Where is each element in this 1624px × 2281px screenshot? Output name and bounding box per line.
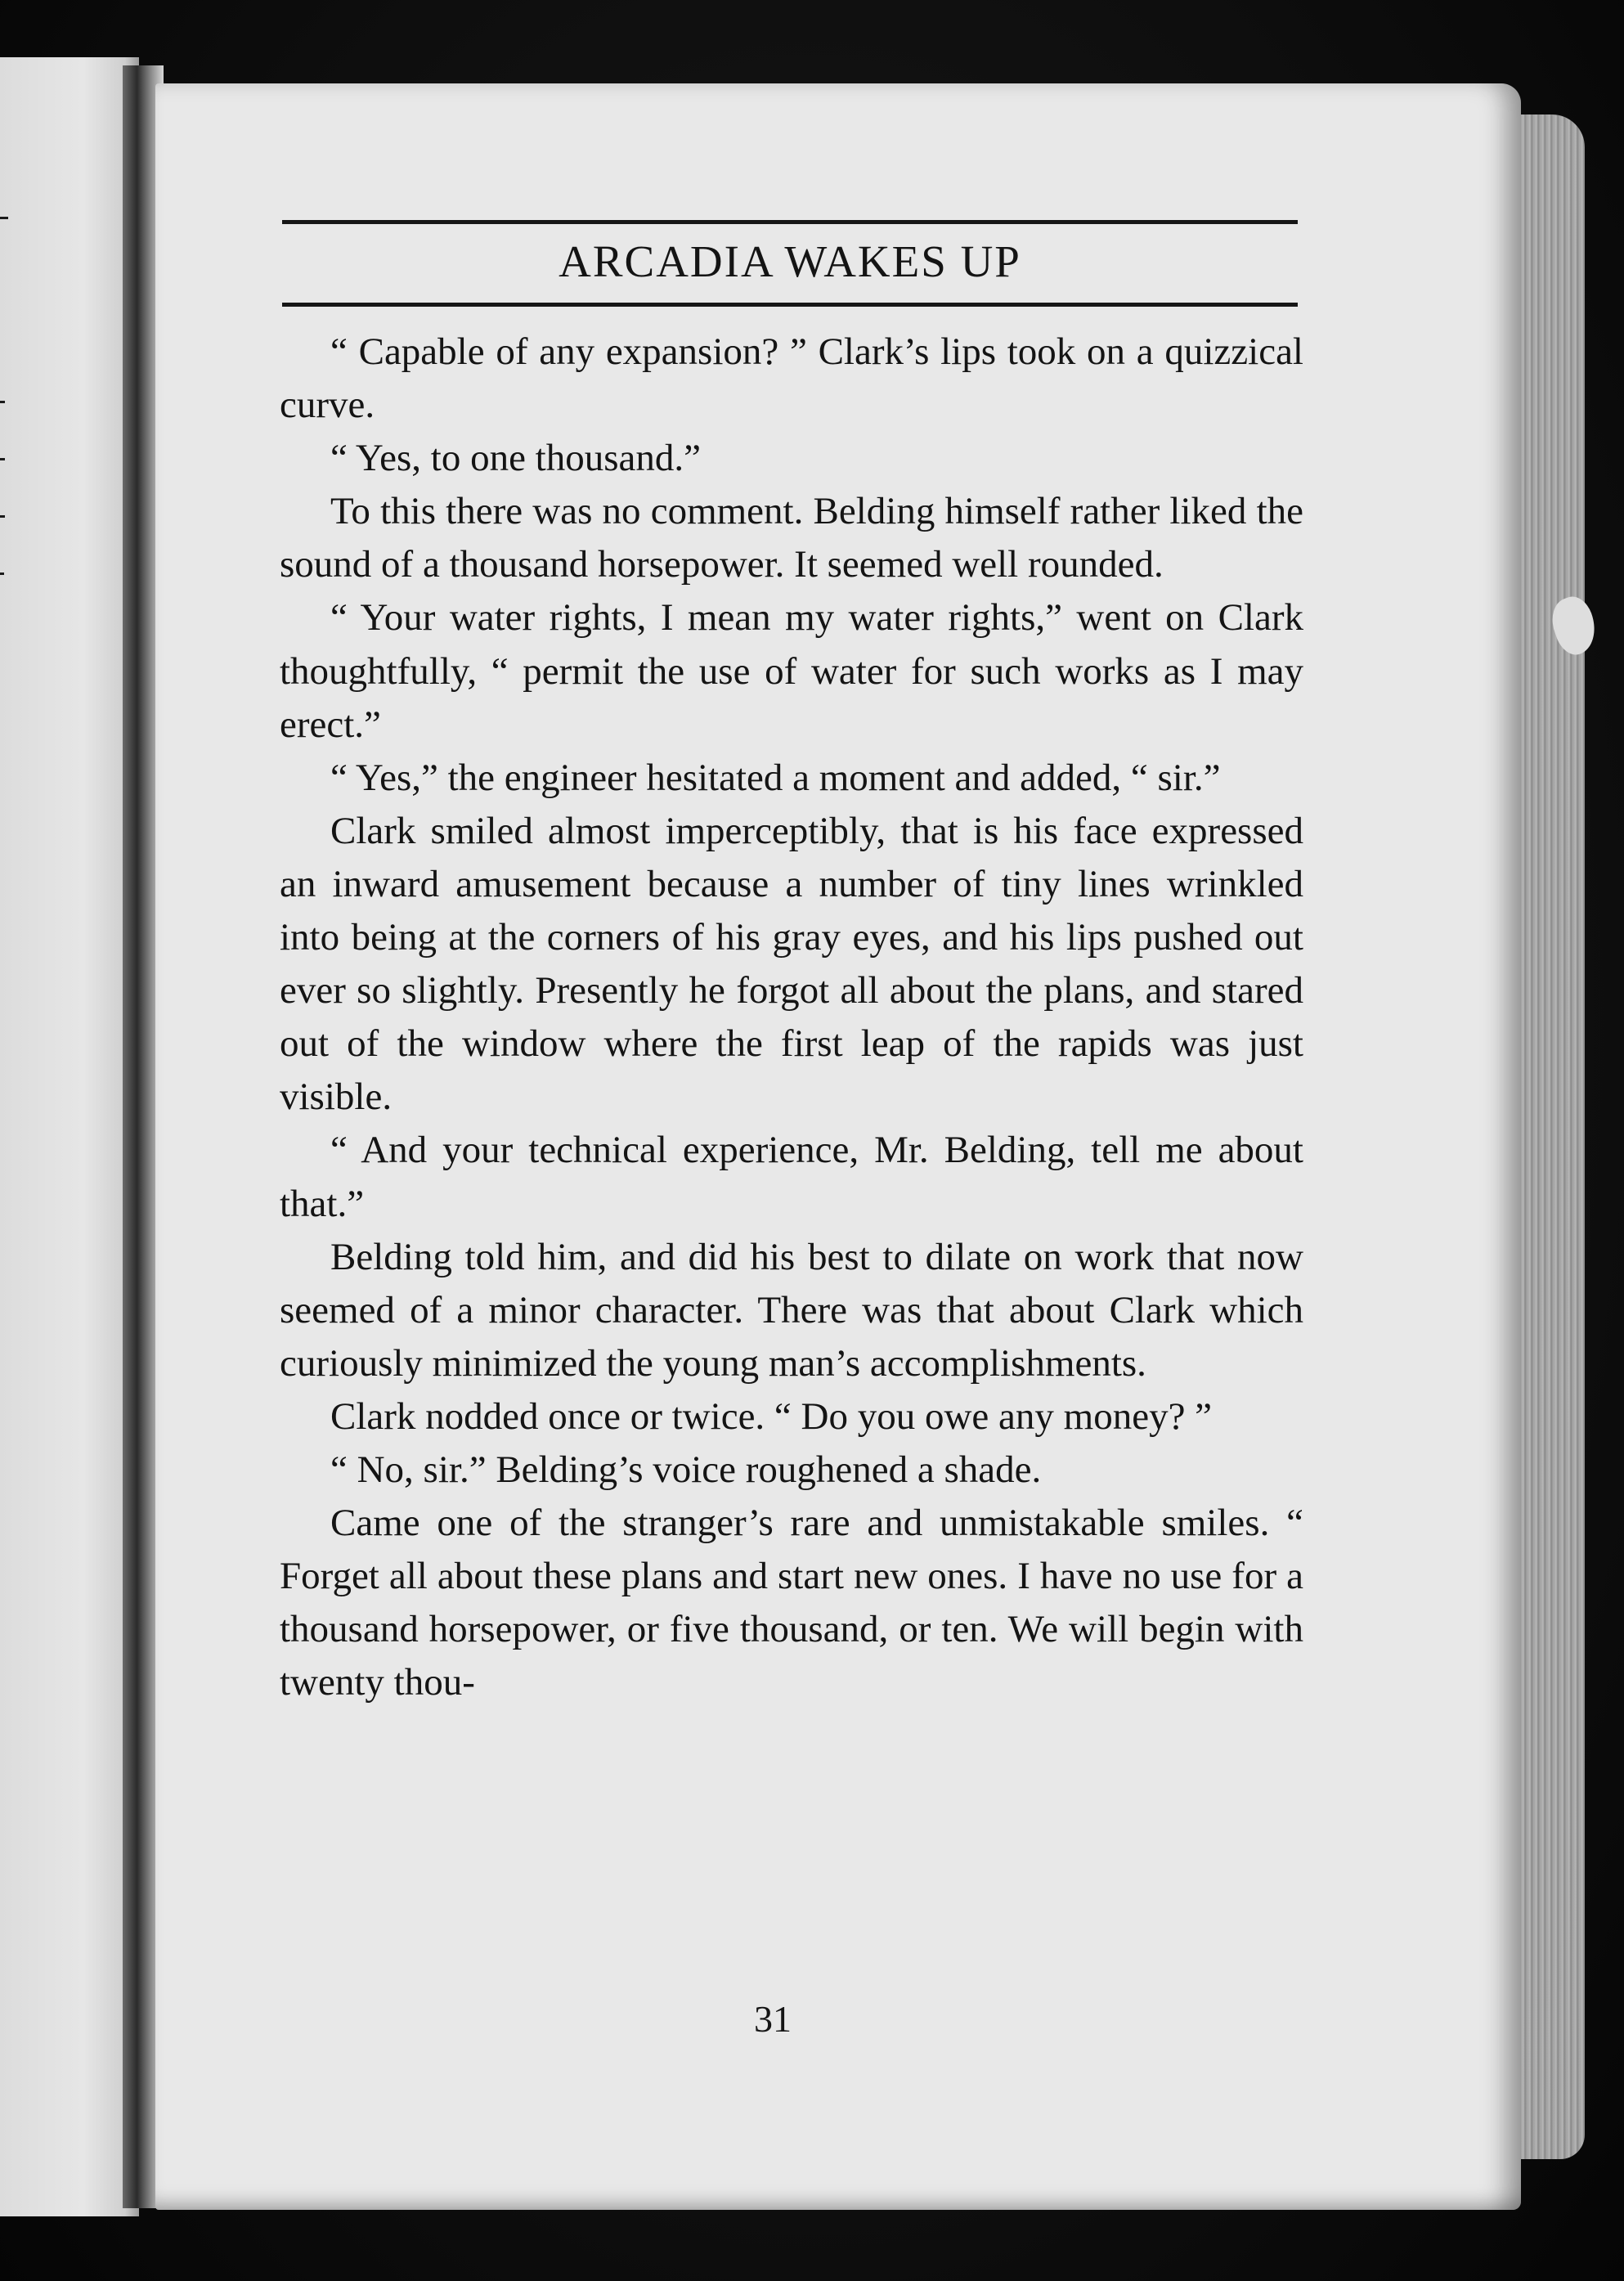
previous-page-text-fragment <box>0 515 5 518</box>
paragraph: “ And your technical experience, Mr. Belding, tell me about that.” <box>280 1129 1303 1225</box>
previous-page-text-fragment <box>0 458 5 460</box>
body-text <box>280 326 1303 1709</box>
paragraph: Clark nodded once or twice. “ Do you owe any money? ” <box>330 1394 1213 1438</box>
paragraph: “ Yes,” the engineer hesitated a moment and added, “ sir.” <box>330 756 1221 799</box>
paragraph: To this there was no comment. Belding himself rather liked the sound of a thousand horsepower. It seemed well rounded. <box>280 490 1303 586</box>
previous-page-text-fragment <box>0 401 5 403</box>
page-number: 31 <box>754 1998 792 2040</box>
paragraph: “ Your water rights, I mean my water rights,” went on Clark thoughtfully, “ permit the use of water for such works as I may erect.” <box>280 596 1303 746</box>
header-rule-bottom <box>282 303 1298 307</box>
paragraph: Belding told him, and did his best to dilate on work that now seemed of a minor character. There was that about Clark which curiously minimized the young man’s accomplishments. <box>280 1235 1303 1385</box>
previous-page-text-fragment <box>0 217 8 219</box>
running-head: ARCADIA WAKES UP <box>559 236 1021 286</box>
header-rule-top <box>282 220 1298 224</box>
previous-page-edge <box>0 57 139 2216</box>
paragraph: “ Yes, to one thousand.” <box>330 437 701 480</box>
paragraph: Clark smiled almost imperceptibly, that is his face expressed an inward amusement because a number of tiny lines wrinkled into being at the corners of his gray eyes, and his lips pushed out ever so slightly. Presently he forgot all about the plans, and stared out of the window where the first leap of the rapids was just visible. <box>280 809 1303 1119</box>
page-edge-stack <box>1514 114 1585 2159</box>
paragraph: “ No, sir.” Belding’s voice roughened a shade. <box>330 1448 1042 1491</box>
paragraph: “ Capable of any expansion? ” Clark’s lips took on a quizzical curve. <box>280 330 1303 427</box>
previous-page-text-fragment <box>0 572 4 575</box>
paragraph: Came one of the stranger’s rare and unmistakable smiles. “ Forget all about these plans and start new ones. I have no use for a thousand horsepower, or five thousand, or ten. We will begin with twenty thou- <box>280 1502 1303 1704</box>
